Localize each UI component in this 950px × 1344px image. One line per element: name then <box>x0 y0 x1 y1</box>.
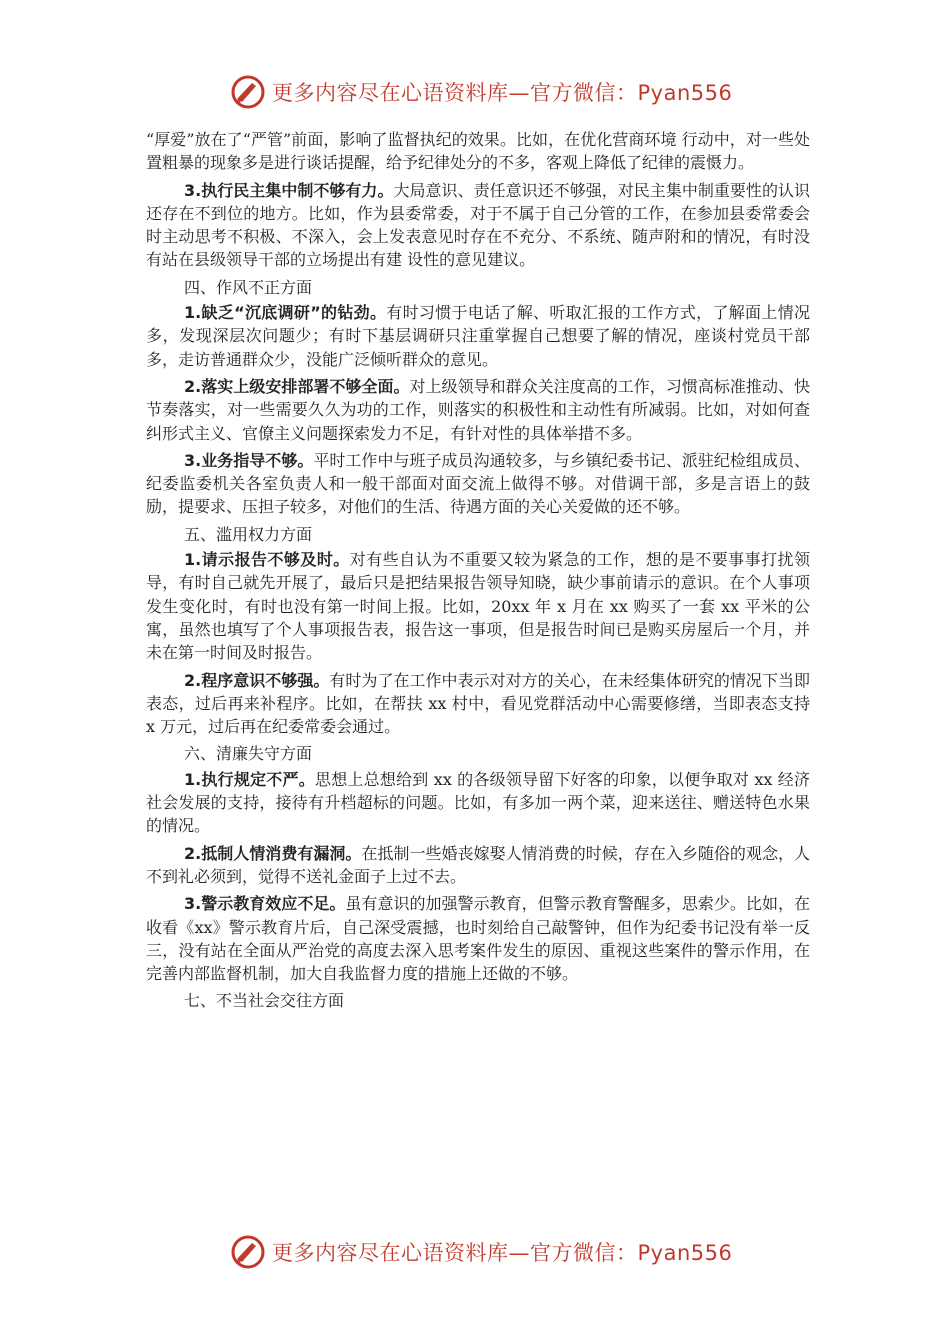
item-title: 3.警示教育效应不足。 <box>184 894 346 914</box>
item-paragraph <box>146 669 810 739</box>
section-heading: 四、作风不正方面 <box>184 277 313 297</box>
item-paragraph <box>146 375 810 445</box>
item-title: 2.落实上级安排部署不够全面。 <box>184 376 410 396</box>
header-banner <box>230 74 750 110</box>
item-paragraph <box>146 842 810 889</box>
item-title: 3.执行民主集中制不够有力。 <box>184 180 394 200</box>
brush-logo-icon <box>230 74 266 110</box>
item-title: 1.执行规定不严。 <box>184 769 315 789</box>
item-paragraph <box>146 449 810 519</box>
item-body: 对有些自认为不重要又较为紧急的工作，想的是不要事事打扰领导，有时自己就先开展了，最后只是把结果报告领导知晓，缺少事前请示的意识。在个人事项发生变化时，有时也没有第一时间上报。比如，20xx 年 x 月在 xx 购买了一套 xx 平米的公寓，虽然也填写了个人事项报告表，报告这一事项，但是报告时间已是购买房屋后一个月，并未在第一时间及时报告。 <box>146 550 810 663</box>
item-body: 有时为了在工作中表示对对方的关心，在未经集体研究的情况下当即表态，过后再来补程序。比如，在帮扶 xx 村中，看见党群活动中心需要修缮，当即表态支持 x 万元，过后再在纪委常委会通过。 <box>146 670 810 737</box>
item-paragraph <box>146 768 810 838</box>
banner-text: 更多内容尽在心语资料库—官方微信：Pyan556 <box>272 81 733 105</box>
item-body: 有时习惯于电话了解、听取汇报的工作方式，了解面上情况多，发现深层次问题少；有时下基层调研只注重掌握自己想要了解的情况，座谈村党员干部多，走访普通群众少，没能广泛倾听群众的意见。 <box>146 303 810 369</box>
item-title: 3.业务指导不够。 <box>184 450 314 470</box>
banner-text: 更多内容尽在心语资料库—官方微信：Pyan556 <box>272 1241 733 1265</box>
brush-logo-icon <box>230 1234 266 1270</box>
footer-banner <box>230 1234 750 1270</box>
section-heading: 六、清廉失守方面 <box>184 744 313 764</box>
item-title: 1.请示报告不够及时。 <box>184 550 350 570</box>
item-title: 1.缺乏“沉底调研”的钻劲。 <box>184 303 387 323</box>
item-paragraph <box>146 179 810 272</box>
item-title: 2.程序意识不够强。 <box>184 670 330 690</box>
item-body: 在抵制一些婚丧嫁娶人情消费的时候，存在入乡随俗的观念，人不到礼必须到，觉得不送礼金面子上过不去。 <box>146 843 810 886</box>
item-title: 2.抵制人情消费有漏洞。 <box>184 843 362 863</box>
item-paragraph <box>146 548 810 664</box>
item-body: 大局意识、责任意识还不够强，对民主集中制重要性的认识还存在不到位的地方。比如，作为县委常委，对于不属于自己分管的工作，在参加县委常委会时主动思考不积极、不深入，会上发表意见时存在不充分、不系统、随声附和的情况，有时没有站在县级领导干部的立场提出有建 设性的意见建议。 <box>146 180 810 270</box>
item-paragraph <box>146 301 810 371</box>
section-heading: 五、滥用权力方面 <box>184 524 313 544</box>
item-body: 思想上总想给到 xx 的各级领导留下好客的印象，以便争取对 xx 经济社会发展的支持，接待有升档超标的问题。比如，有多加一两个菜，迎来送往、赠送特色水果的情况。 <box>146 769 810 836</box>
item-body: 对上级领导和群众关注度高的工作，习惯高标准推动、快节奏落实，对一些需要久久为功的工作，则落实的积极性和主动性有所减弱。比如，对如何查纠形式主义、官僚主义问题探索发力不足，有针对性的具体举措不多。 <box>146 376 810 443</box>
item-paragraph <box>146 892 810 985</box>
document-body <box>146 128 810 1015</box>
item-body: 虽有意识的加强警示教育，但警示教育警醒多，思索少。比如，在收看《xx》警示教育片后，自己深受震撼，也时刻给自己敲警钟，但作为纪委书记没有举一反三，没有站在全面从严治党的高度去深入思考案件发生的原因、重视这些案件的警示作用，在完善内部监督机制，加大自我监督力度的措施上还做的不够。 <box>146 894 810 984</box>
paragraph: “厚爱”放在了“严管”前面，影响了监督执纪的效果。比如，在优化营商环境 行动中，对一些处置粗暴的现象多是进行谈话提醒，给予纪律处分的不多，客观上降低了纪律的震慑力。 <box>146 130 810 173</box>
section-heading: 七、不当社会交往方面 <box>184 991 345 1011</box>
item-body: 平时工作中与班子成员沟通较多，与乡镇纪委书记、派驻纪检组成员、纪委监委机关各室负责人和一般干部面对面交流上做得不够。对借调干部，多是言语上的鼓励，提要求、压担子较多，对他们的生活、待遇方面的关心关爱做的还不够。 <box>146 450 810 517</box>
